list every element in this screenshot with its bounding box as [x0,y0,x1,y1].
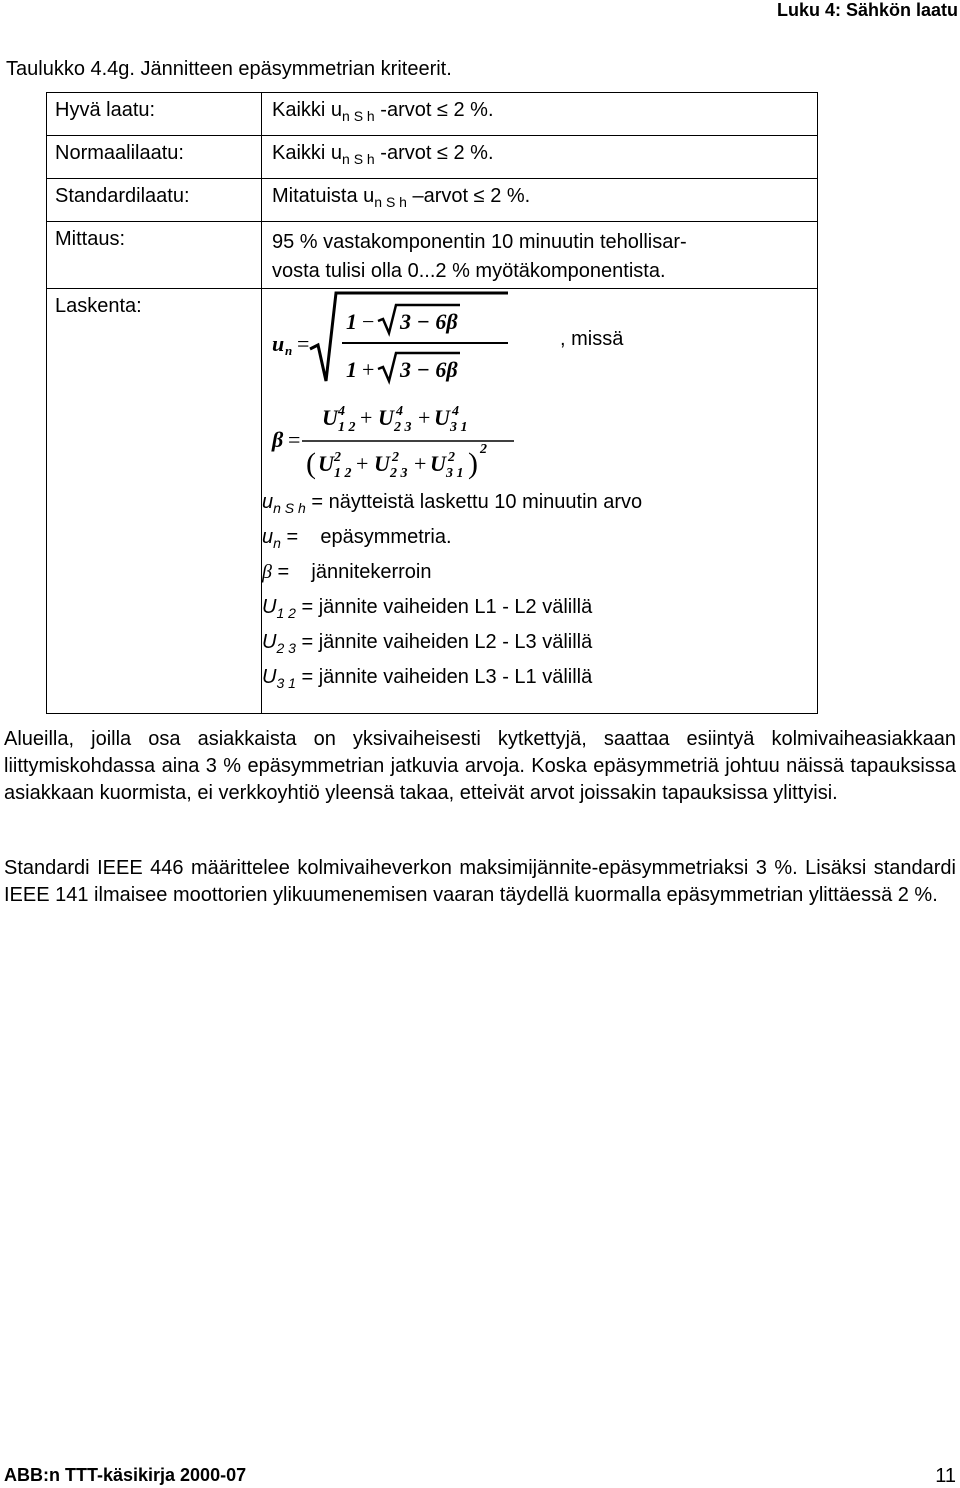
u12: U [322,405,338,430]
sub31: 3 1 [446,466,464,481]
def-text: = jännite vaiheiden L3 - L1 välillä [295,666,593,688]
def-symbol: U [262,596,277,618]
u12: U [318,451,334,476]
den-one: 1 [346,357,357,382]
footer-title: ABB:n TTT-käsikirja 2000-07 [4,1465,247,1485]
beta-symbol: β [272,427,284,452]
paren: ) [468,447,478,480]
definition-row [262,555,642,590]
table-row [47,222,818,289]
definition-row [262,625,642,660]
sub12: 1 2 [338,420,356,435]
formula-suffix: , missä [560,328,624,350]
u31: U [430,451,446,476]
sub31: 3 1 [450,420,468,435]
chapter-header: Luku 4: Sähkön laatu [776,0,958,20]
minus-sign: − [362,309,375,334]
pow4: 4 [396,404,403,419]
row-label: Normaalilaatu: [47,136,262,179]
value-subscript: n S h [374,194,407,210]
def-symbol: U [262,666,277,688]
row-value [262,93,818,136]
row-value [262,136,818,179]
u31: U [434,405,450,430]
pow4: 4 [338,404,345,419]
value-subscript: n S h [342,108,375,124]
sub12: 1 2 [334,466,352,481]
u23: U [378,405,394,430]
definition-row [262,590,642,625]
def-text: = jännite vaiheiden L2 - L3 välillä [295,631,593,653]
beta-numerator [322,404,468,435]
un-formula [262,289,782,399]
table-caption: Taulukko 4.4g. Jännitteen epäsymmetrian kriteerit. [6,58,452,80]
def-symbol: u [262,526,274,548]
plus-sign: + [362,357,375,382]
pow2: 2 [448,450,455,465]
table-row [47,93,818,136]
def-symbol: u [262,491,274,513]
def-symbol: U [262,631,277,653]
value-text: –arvot ≤ 2 %. [406,185,531,207]
table-row [47,289,818,714]
pow2: 2 [392,450,399,465]
sub23: 2 3 [390,466,408,481]
plus: + [356,451,369,476]
row-label: Hyvä laatu: [47,93,262,136]
def-text: = jännite vaiheiden L1 - L2 välillä [295,596,593,618]
measurement-line: 95 % vastakomponentin 10 minuutin tehollisar- [272,231,687,253]
value-text: Mitatuista u [272,185,375,207]
paragraph: Standardi IEEE 446 määrittelee kolmivaiheverkon maksimijännite-epäsymmetriaksi 3 %. Lisäksi standardi IEEE 141 ilmaisee moottorien ylikuumenemisen vaaran täydellä kuormalla epäsymmetrian ylittäessä 2 %. [4,857,956,906]
def-subscript: 1 2 [276,605,296,621]
un-subscript: n [285,343,293,358]
den-inner: 3 − 6β [400,357,458,382]
paren: ( [306,447,316,480]
definitions-list [262,485,642,695]
num-inner: 3 − 6β [400,309,458,334]
value-text: -arvot ≤ 2 %. [374,99,494,121]
un-symbol: u [272,331,285,356]
pow4: 4 [452,404,459,419]
def-text: = jännitekerroin [271,561,432,583]
page-number: 11 [935,1465,956,1487]
table-row [47,136,818,179]
criteria-table [46,92,818,714]
beta-denominator [306,442,487,481]
beta-formula [262,395,782,495]
sub23: 2 3 [394,420,412,435]
equals-sign: = [288,427,301,452]
def-subscript: n [273,535,281,551]
u23: U [374,451,390,476]
row-label: Standardilaatu: [47,179,262,222]
table-row [47,179,818,222]
row-value [262,179,818,222]
def-subscript: 2 3 [276,640,296,656]
num-one: 1 [346,309,357,334]
measurement-line: vosta tulisi olla 0...2 % myötäkomponentista. [272,260,666,282]
plus: + [414,451,427,476]
plus: + [418,405,431,430]
definition-row [262,660,642,695]
definition-row [262,520,642,555]
row-value [262,222,818,289]
def-subscript: 3 1 [276,675,296,691]
def-text: = epäsymmetria. [280,526,452,548]
equals-sign: = [297,331,310,356]
calculation-cell [262,289,818,714]
row-label: Laskenta: [47,289,262,714]
pow2: 2 [334,450,341,465]
value-text: Kaikki u [272,142,343,164]
def-text: = näytteistä laskettu 10 minuutin arvo [305,491,643,513]
value-subscript: n S h [342,151,375,167]
def-subscript: n S h [273,500,306,516]
value-text: -arvot ≤ 2 %. [374,142,494,164]
value-text: Kaikki u [272,99,343,121]
plus: + [360,405,373,430]
definition-row [262,485,642,520]
row-label: Mittaus: [47,222,262,289]
paragraph: Alueilla, joilla osa asiakkaista on yksivaiheisesti kytkettyjä, saattaa esiintyä kolmivaiheasiakkaan liittymiskohdassa aina 3 % epäsymmetrian jatkuvia arvoja. Koska epäsymmetriä johtuu näissä tapauksissa asiakkaan kuormista, ei verkkoyhtiö yleensä takaa, etteivät arvot joissakin tapauksissa ylittyisi. [4,728,956,804]
def-symbol: β [262,561,272,583]
pow2-outer: 2 [480,442,487,457]
